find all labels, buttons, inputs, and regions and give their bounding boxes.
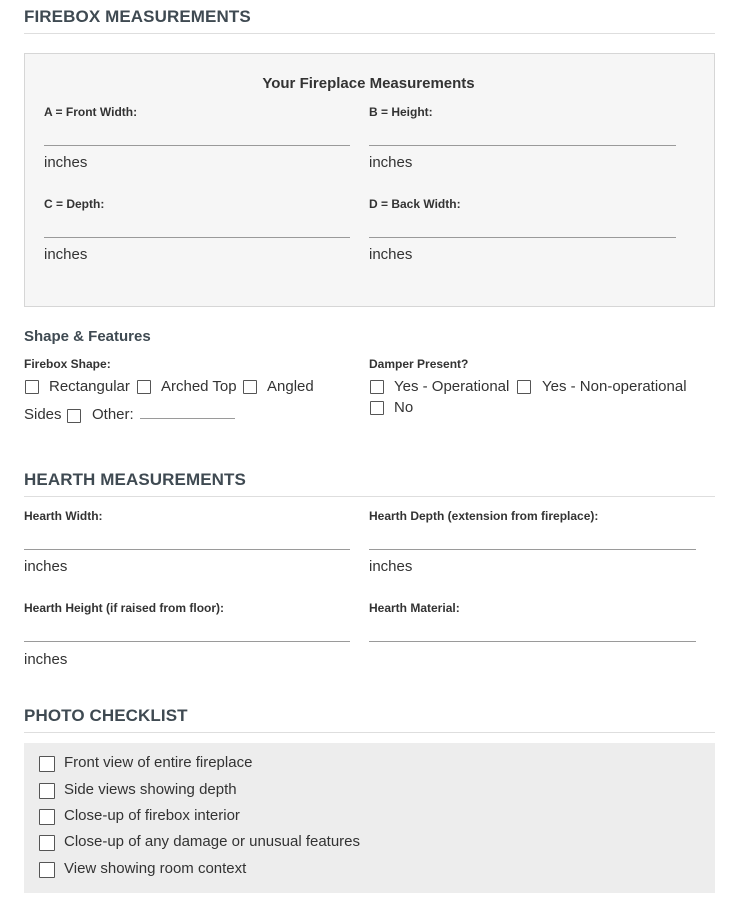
damper-label: Damper Present? [369,357,469,371]
photo-side-views-checkbox[interactable] [39,783,55,799]
photo-damage-label: Close-up of any damage or unusual features [64,833,361,850]
hearth-height-unit: inches [24,651,68,668]
hearth-height-input[interactable] [24,641,350,642]
front-width-unit: inches [44,154,88,171]
firebox-divider [24,33,715,34]
front-width-label: A = Front Width: [44,105,138,119]
damper-no-label: No [394,399,414,416]
arched-top-option-label: Arched Top [161,378,237,395]
photo-room-context-checkbox[interactable] [39,862,55,878]
other-text-input[interactable] [140,418,235,419]
hearth-section-title: HEARTH MEASUREMENTS [24,470,246,489]
firebox-shape-label: Firebox Shape: [24,357,111,371]
hearth-height-label: Hearth Height (if raised from floor): [24,601,225,615]
damper-yes-operational-checkbox[interactable] [370,380,384,394]
photo-firebox-interior-label: Close-up of firebox interior [64,807,240,824]
damper-no-checkbox[interactable] [370,401,384,415]
hearth-depth-label: Hearth Depth (extension from fireplace): [369,509,599,523]
back-width-input[interactable] [369,237,676,238]
photo-side-views-label: Side views showing depth [64,781,237,798]
photo-front-view-label: Front view of entire fireplace [64,754,253,771]
other-checkbox[interactable] [67,409,81,423]
depth-input[interactable] [44,237,350,238]
shape-features-title: Shape & Features [24,328,151,345]
height-input[interactable] [369,145,676,146]
hearth-material-label: Hearth Material: [369,601,460,615]
hearth-width-input[interactable] [24,549,350,550]
height-unit: inches [369,154,413,171]
back-width-label: D = Back Width: [369,197,461,211]
other-option-label: Other: [92,406,134,423]
damper-yes-nonoperational-checkbox[interactable] [517,380,531,394]
depth-label: C = Depth: [44,197,105,211]
depth-unit: inches [44,246,88,263]
height-label: B = Height: [369,105,433,119]
rectangular-checkbox[interactable] [25,380,39,394]
measurements-box-title: Your Fireplace Measurements [262,75,475,92]
damper-yes-nonoperational-label: Yes - Non-operational [542,378,687,395]
photo-front-view-checkbox[interactable] [39,756,55,772]
hearth-width-label: Hearth Width: [24,509,103,523]
front-width-input[interactable] [44,145,350,146]
hearth-depth-input[interactable] [369,549,696,550]
rectangular-option-label: Rectangular [49,378,130,395]
hearth-depth-unit: inches [369,558,413,575]
angled-sides-checkbox[interactable] [243,380,257,394]
hearth-material-input[interactable] [369,641,696,642]
photo-damage-checkbox[interactable] [39,835,55,851]
photo-divider [24,732,715,733]
firebox-section-title: FIREBOX MEASUREMENTS [24,7,251,26]
photo-firebox-interior-checkbox[interactable] [39,809,55,825]
photo-room-context-label: View showing room context [64,860,247,877]
photo-section-title: PHOTO CHECKLIST [24,706,188,725]
angled-sides-option-label: Angled [267,378,314,395]
hearth-width-unit: inches [24,558,68,575]
damper-yes-operational-label: Yes - Operational [394,378,510,395]
arched-top-checkbox[interactable] [137,380,151,394]
angled-sides-option-label-cont: Sides [24,406,62,423]
hearth-divider [24,496,715,497]
back-width-unit: inches [369,246,413,263]
